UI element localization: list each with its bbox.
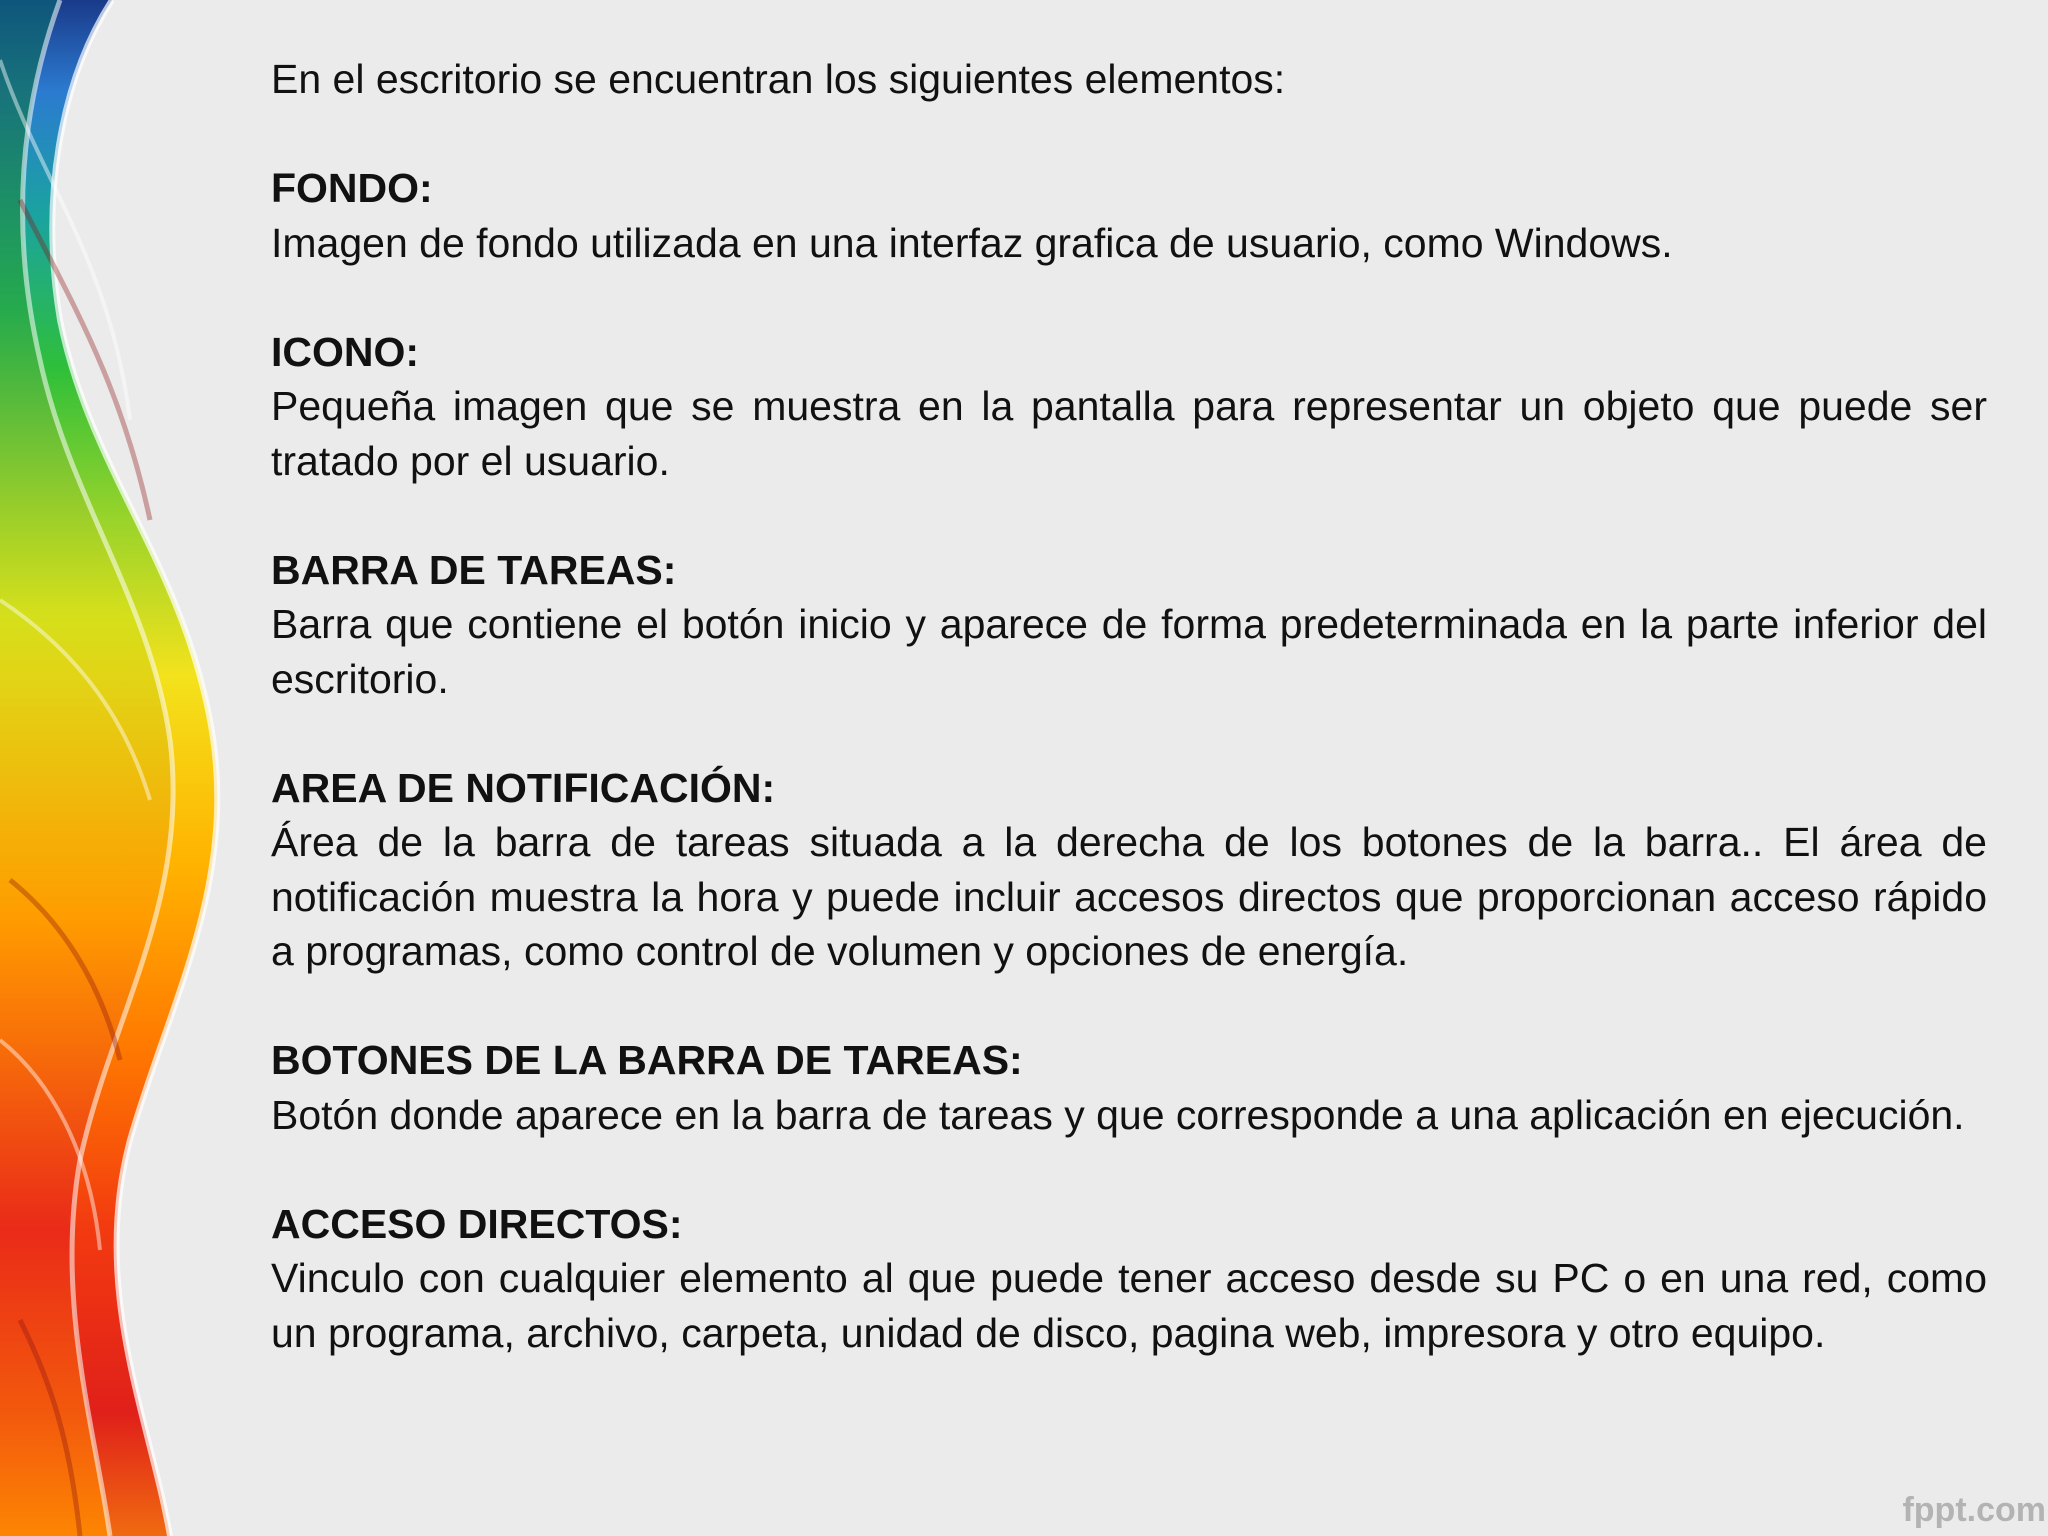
section-text: Vinculo con cualquier elemento al que puede tener acceso desde su PC o en una red, como un programa, archivo, carpeta, unidad de disco, pagina web, impresora y otro equipo. bbox=[271, 1255, 1987, 1356]
section-heading: ACCESO DIRECTOS: bbox=[271, 1200, 683, 1247]
section-acceso-directos bbox=[271, 1197, 1987, 1361]
intro-text: En el escritorio se encuentran los siguientes elementos: bbox=[271, 56, 1286, 102]
section-barra-de-tareas bbox=[271, 543, 1987, 707]
section-heading: ICONO: bbox=[271, 328, 420, 375]
section-heading: BOTONES DE LA BARRA DE TAREAS: bbox=[271, 1037, 1023, 1083]
section-heading: BARRA DE TAREAS: bbox=[271, 546, 677, 593]
section-heading: FONDO: bbox=[271, 165, 433, 211]
section-text: Botón donde aparece en la barra de tareas y que corresponde a una aplicación en ejecución. bbox=[271, 1091, 1965, 1138]
section-text: Área de la barra de tareas situada a la derecha de los botones de la barra.. El área de notificación muestra la hora y puede incluir accesos directos que proporcionan acceso rápido a programas, como control de volumen y opciones de energía. bbox=[271, 819, 1987, 974]
section-text: Barra que contiene el botón inicio y aparece de forma predeterminada en la parte inferior del escritorio. bbox=[271, 601, 1987, 702]
decorative-swirl-background bbox=[0, 0, 260, 1536]
section-fondo bbox=[271, 161, 1987, 270]
slide-content bbox=[271, 52, 1987, 1360]
section-text: Pequeña imagen que se muestra en la pantalla para representar un objeto que puede ser tratado por el usuario. bbox=[271, 383, 1987, 484]
section-icono bbox=[271, 325, 1987, 489]
section-botones-barra-de-tareas bbox=[271, 1033, 1987, 1142]
watermark-logo: fppt.com bbox=[1902, 1491, 2046, 1529]
section-area-de-notificacion bbox=[271, 761, 1987, 979]
section-heading: AREA DE NOTIFICACIÓN: bbox=[271, 764, 776, 811]
section-text: Imagen de fondo utilizada en una interfaz grafica de usuario, como Windows. bbox=[271, 219, 1673, 266]
